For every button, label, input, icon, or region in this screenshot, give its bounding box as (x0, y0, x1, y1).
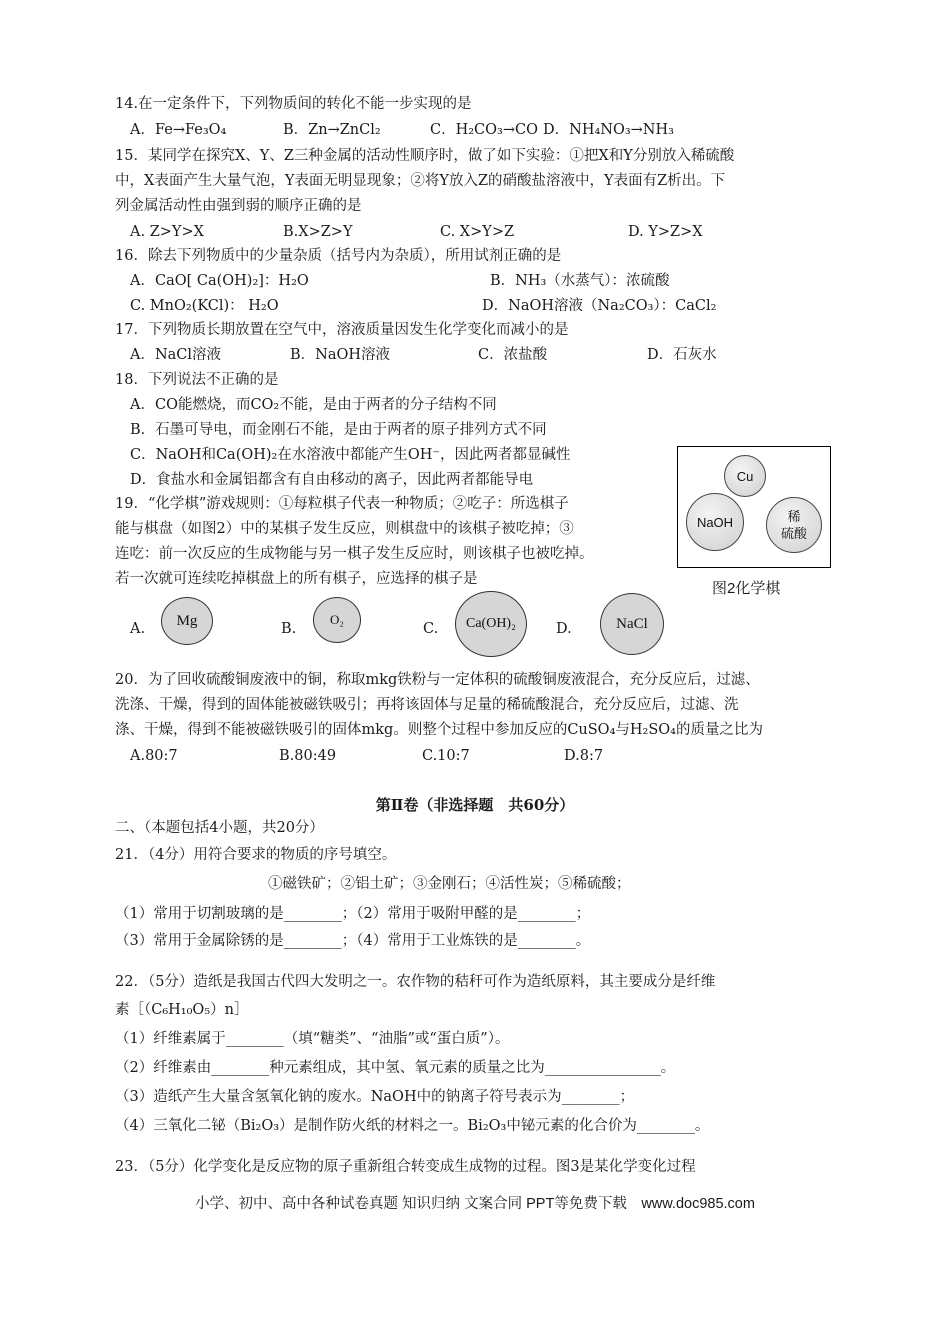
q14-option-c: C．H₂CO₃→CO (430, 122, 538, 138)
q19-line-3: 连吃：前一次反应的生成物能与另一棋子发生反应时，则该棋子也被吃掉。 (115, 546, 594, 562)
q22-part-2: （2）纤维素由________种元素组成，其中氢、氧元素的质量之比为________________。 (115, 1060, 676, 1076)
q20-option-b: B.80:49 (279, 748, 337, 764)
q16-stem: 16．除去下列物质中的少量杂质（括号内为杂质），所用试剂正确的是 (115, 248, 562, 264)
q14-option-a: A．Fe→Fe₃O₄ (130, 122, 227, 138)
q16-option-c: C. MnO₂(KCl)： H₂O (130, 298, 279, 314)
q15-option-d: D. Y>Z>X (628, 224, 703, 240)
q19-chip-o2-label: O₂ (330, 612, 344, 627)
q19-line-4: 若一次就可连续吃掉棋盘上的所有棋子，应选择的棋子是 (115, 571, 478, 587)
q15-line-1: 15．某同学在探究X、Y、Z三种金属的活动性顺序时，做了如下实验：①把X和Y分别放入稀硫酸 (115, 148, 735, 164)
q17-option-d: D．石灰水 (647, 347, 717, 363)
q15-option-a: A. Z>Y>X (130, 224, 204, 240)
q21-row-1: （1）常用于切割玻璃的是________；（2）常用于吸附甲醛的是________； (115, 906, 591, 922)
part2-title: 第Ⅱ卷（非选择题 共60分） (375, 796, 575, 814)
q19-option-c-label: C. (423, 621, 439, 637)
chip-naoh-label: NaOH (696, 514, 734, 530)
q19-chip-mg-label: Mg (176, 612, 198, 629)
figure2-caption: 图2化学棋 (712, 580, 781, 597)
q22-part-3: （3）造纸产生大量含氢氧化钠的废水。NaOH中的钠离子符号表示为________； (115, 1089, 635, 1105)
chip-cu (724, 455, 766, 497)
q20-option-d: D.8:7 (564, 748, 604, 764)
q16-option-d: D．NaOH溶液（Na₂CO₃）：CaCl₂ (482, 298, 717, 314)
q20-line-1: 20．为了回收硫酸铜废液中的铜，称取mkg铁粉与一定体积的硫酸铜废液混合，充分反应后，过滤、 (115, 672, 760, 688)
q18-option-c: C．NaOH和Ca(OH)₂在水溶液中都能产生OH⁻，因此两者都显碱性 (130, 447, 571, 463)
q19-chip-nacl-label: NaCl (616, 615, 648, 632)
q19-chip-mg (161, 597, 213, 645)
q14-stem: 14.在一定条件下，下列物质间的转化不能一步实现的是 (115, 96, 472, 112)
chip-acid-label-1: 稀 (787, 509, 801, 524)
q22-line-2: 素［（C₆H₁₀O₅）n］ (115, 1002, 249, 1018)
q18-option-d: D．食盐水和金属铝都含有自由移动的离子，因此两者都能导电 (130, 472, 534, 488)
q19-line-2: 能与棋盘（如图2）中的某棋子发生反应，则棋盘中的该棋子被吃掉；③ (115, 521, 574, 537)
q18-stem: 18．下列说法不正确的是 (115, 372, 279, 388)
q17-option-a: A．NaCl溶液 (130, 347, 222, 363)
q20-line-3: 涤、干燥，得到不能被磁铁吸引的固体mkg。则整个过程中参加反应的CuSO₄与H₂SO₄的质量之比为 (115, 722, 763, 738)
q21-row-2: （3）常用于金属除锈的是________；（4）常用于工业炼铁的是________。 (115, 933, 591, 949)
q22-part-1: （1）纤维素属于________（填“糖类”、“油脂”或“蛋白质”）。 (115, 1031, 510, 1047)
chess-board-figure (677, 446, 831, 568)
q17-option-c: C．浓盐酸 (478, 347, 548, 363)
chip-dilute-sulfuric-acid (766, 497, 822, 553)
q19-chip-o2 (313, 597, 361, 643)
q17-stem: 17．下列物质长期放置在空气中，溶液质量因发生化学变化而减小的是 (115, 322, 569, 338)
q22-line-1: 22．（5分）造纸是我国古代四大发明之一。农作物的秸秆可作为造纸原料，其主要成分是纤维 (115, 974, 716, 990)
chip-naoh (686, 493, 744, 551)
q14-option-b: B．Zn→ZnCl₂ (283, 122, 381, 138)
q15-option-b: B.X>Z>Y (283, 224, 353, 240)
page-footer: 小学、初中、高中各种试卷真题 知识归纳 文案合同 PPT等免费下载 www.doc985.com (195, 1196, 755, 1212)
q19-chip-nacl (600, 593, 664, 655)
q14-option-d: D．NH₄NO₃→NH₃ (543, 122, 674, 138)
q19-chip-caoh2 (455, 591, 527, 657)
q19-option-b-label: B. (281, 621, 297, 637)
q18-option-a: A．CO能燃烧，而CO₂不能，是由于两者的分子结构不同 (130, 397, 497, 413)
q16-option-a: A．CaO[ Ca(OH)₂]：H₂O (130, 273, 309, 289)
q18-option-b: B．石墨可导电，而金刚石不能，是由于两者的原子排列方式不同 (130, 422, 547, 438)
q20-option-c: C.10:7 (422, 748, 470, 764)
section2-heading: 二、（本题包括4小题，共20分） (115, 820, 324, 836)
q15-option-c: C. X>Y>Z (440, 224, 515, 240)
q16-option-b: B．NH₃（水蒸气）：浓硫酸 (490, 273, 670, 289)
q15-line-2: 中，X表面产生大量气泡，Y表面无明显现象；②将Y放入Z的硝酸盐溶液中，Y表面有Z析出。下 (115, 173, 726, 189)
q21-stem: 21．（4分）用符合要求的物质的序号填空。 (115, 847, 397, 863)
q22-part-4: （4）三氧化二铋（Bi₂O₃）是制作防火纸的材料之一。Bi₂O₃中铋元素的化合价为________。 (115, 1118, 710, 1134)
chip-cu-label: Cu (736, 468, 754, 484)
q17-option-b: B．NaOH溶液 (290, 347, 391, 363)
q23-line-1: 23．（5分）化学变化是反应物的原子重新组合转变成生成物的过程。图3是某化学变化过程 (115, 1159, 696, 1175)
q15-line-3: 列金属活动性由强到弱的顺序正确的是 (115, 198, 362, 214)
q21-choices: ①磁铁矿；②铝土矿；③金刚石；④活性炭；⑤稀硫酸； (268, 876, 631, 892)
q19-chip-caoh2-label: Ca(OH)₂ (466, 616, 516, 631)
q19-option-a-label: A. (130, 621, 146, 637)
q20-line-2: 洗涤、干燥，得到的固体能被磁铁吸引；再将该固体与足量的稀硫酸混合，充分反应后，过滤、洗 (115, 697, 739, 713)
q19-option-d-label: D. (556, 621, 572, 637)
chip-acid-label-2: 硫酸 (780, 526, 807, 541)
q19-line-1: 19．“化学棋”游戏规则：①每粒棋子代表一种物质；②吃子：所选棋子 (115, 496, 569, 512)
q20-option-a: A.80:7 (130, 748, 178, 764)
